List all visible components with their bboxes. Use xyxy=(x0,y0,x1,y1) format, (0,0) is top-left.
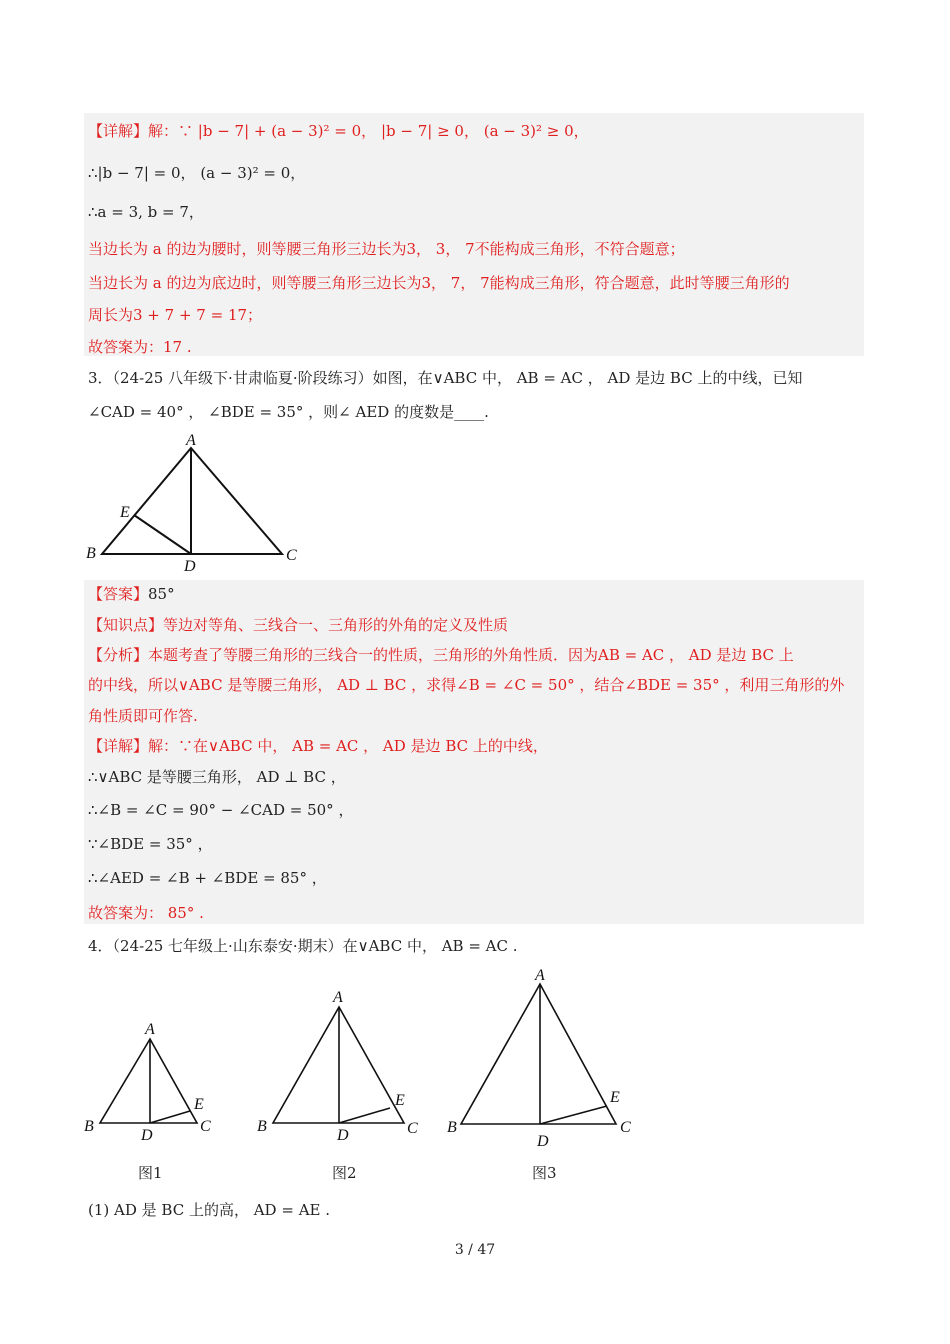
detail-line-1: 【详解】解：∵ |b − 7| + (a − 3)² = 0， |b − 7| ≥ 0， (a − 3)² ≥ 0， xyxy=(88,122,589,140)
fig1-label-a: A xyxy=(145,1021,155,1038)
fig3b-label-a: A xyxy=(535,967,545,984)
detail-q3-line-4: ∵∠BDE = 35° ， xyxy=(88,835,213,853)
fig2-label-a: A xyxy=(333,989,343,1006)
fig3b-label-b: B xyxy=(447,1119,457,1136)
detail-line-5: 当边长为 a 的边为底边时，则等腰三角形三边长为3， 7， 7能构成三角形，符合题意，此时等腰三角形的 xyxy=(88,274,790,292)
fig1-label-d: D xyxy=(141,1127,153,1144)
fig2-label-d: D xyxy=(337,1127,349,1144)
figure-2-caption: 图2 xyxy=(332,1164,357,1182)
detail-line-6: 周长为3 + 7 + 7 = 17； xyxy=(88,306,263,324)
page-number: 3 / 47 xyxy=(454,1242,496,1258)
answer-q3-line: 故答案为： 85° . xyxy=(88,904,204,922)
fig1-label-b: B xyxy=(84,1118,94,1135)
question-4-line-1: 4．（24-25 七年级上·山东泰安·期末）在∨ABC 中， AB = AC . xyxy=(88,937,518,955)
fig3b-label-e: E xyxy=(610,1089,620,1106)
analysis-line-3: 角性质即可作答. xyxy=(88,707,198,725)
detail-q3-line-2: ∴∨ABC 是等腰三角形， AD ⊥ BC ， xyxy=(88,768,346,786)
fig3-label-d: D xyxy=(184,558,196,575)
detail-q3-line-3: ∴∠B = ∠C = 90° − ∠CAD = 50° ， xyxy=(88,801,354,819)
fig2-label-b: B xyxy=(257,1118,267,1135)
figure-2 xyxy=(255,985,430,1150)
analysis-line-2: 的中线，所以∨ABC 是等腰三角形， AD ⊥ BC ，求得∠B = ∠C = 50° ，结合∠BDE = 35° ，利用三角形的外 xyxy=(88,676,845,694)
detail-line-3: ∴a = 3, b = 7， xyxy=(88,203,204,221)
detail-line-4: 当边长为 a 的边为腰时，则等腰三角形三边长为3， 3， 7不能构成三角形，不符合题意； xyxy=(88,240,685,258)
fig2-label-c: C xyxy=(407,1120,418,1137)
fig3-label-a: A xyxy=(186,432,196,449)
answer-line: 故答案为：17 . xyxy=(88,338,192,356)
fig2-label-e: E xyxy=(395,1092,405,1109)
question-3-line-1: 3．（24-25 八年级下·甘肃临夏·阶段练习）如图，在∨ABC 中， AB = AC ， AD 是边 BC 上的中线，已知 xyxy=(88,369,803,387)
fig3b-label-c: C xyxy=(620,1119,631,1136)
fig3-label-b: B xyxy=(86,545,96,562)
question-3-line-2: ∠CAD = 40° ， ∠BDE = 35° ，则∠ AED 的度数是____. xyxy=(88,403,489,421)
question-4-sub-1: (1) AD 是 BC 上的高， AD = AE . xyxy=(88,1201,331,1219)
fig1-label-c: C xyxy=(200,1118,211,1135)
detail-line-2: ∴|b − 7| = 0， (a − 3)² = 0， xyxy=(88,164,306,182)
figure-3-caption: 图3 xyxy=(532,1164,557,1182)
figure-3 xyxy=(445,962,645,1157)
figure-1-caption: 图1 xyxy=(138,1164,163,1182)
fig3b-label-d: D xyxy=(537,1133,549,1150)
knowledge-point-row: 【知识点】等边对等角、三线合一、三角形的外角的定义及性质 xyxy=(88,616,509,634)
figure-1 xyxy=(80,1015,230,1150)
fig3-label-e: E xyxy=(120,504,130,521)
detail-q3-line-1: 【详解】解：∵在∨ABC 中， AB = AC ， AD 是边 BC 上的中线， xyxy=(88,737,548,755)
detail-q3-line-5: ∴∠AED = ∠B + ∠BDE = 85° ， xyxy=(88,869,327,887)
question-3-figure xyxy=(80,428,320,578)
fig3-label-c: C xyxy=(286,547,297,564)
answer-row: 【答案】85° xyxy=(88,585,175,603)
fig1-label-e: E xyxy=(194,1096,204,1113)
analysis-line-1: 【分析】本题考查了等腰三角形的三线合一的性质，三角形的外角性质．因为AB = AC ， AD 是边 BC 上 xyxy=(88,646,794,664)
